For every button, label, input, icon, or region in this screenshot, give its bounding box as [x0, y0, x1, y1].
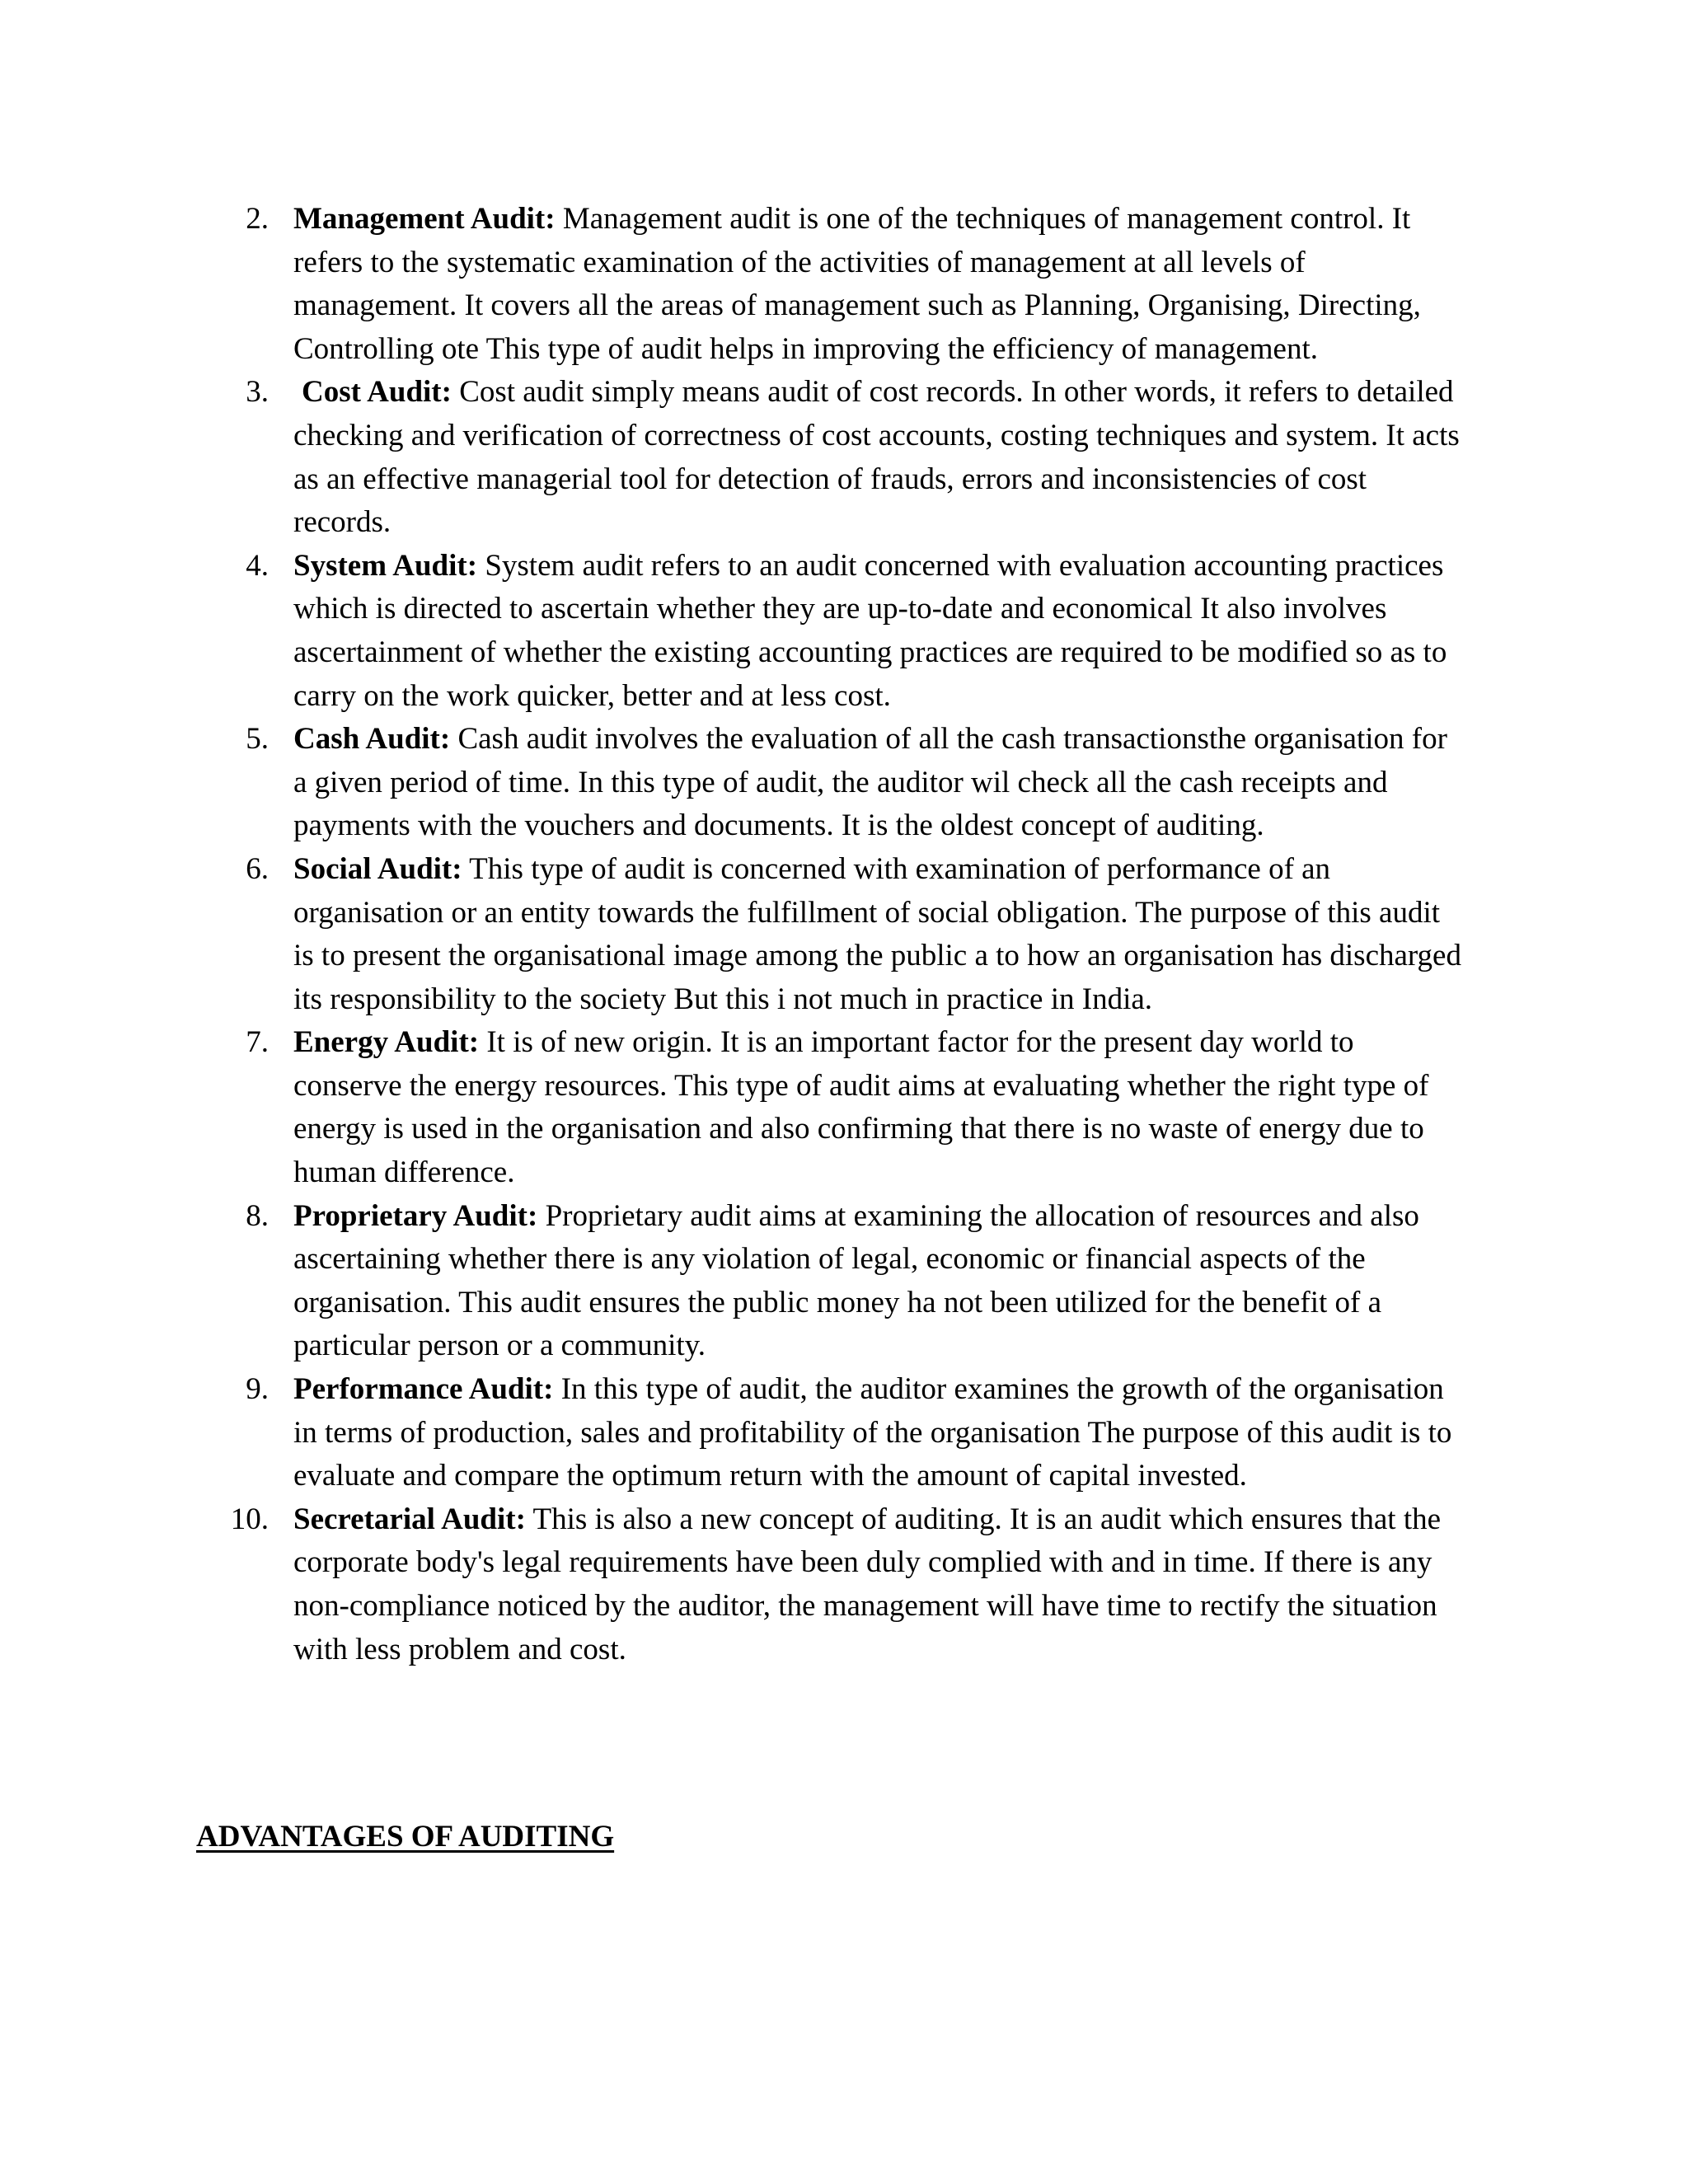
list-item-text: Cash audit involves the evaluation of all the cash transactionsthe organisation for a given period of time. In this type of audit, the auditor wil check all the cash receipts and payments with the vouchers and documents. It is the oldest concept of auditing. [293, 722, 1447, 843]
list-item-term: Cost Audit: [302, 375, 452, 410]
list-item-body [293, 371, 1464, 544]
list-item-body [293, 1021, 1464, 1194]
section-heading: ADVANTAGES OF AUDITING [196, 1820, 615, 1854]
list-item-term: Management Audit: [293, 202, 556, 236]
list-item-text: System audit refers to an audit concerned with evaluation accounting practices which is directed to ascertain whether they are up-to-date and economical It also involves ascertainment of whether the existing accounting practices are required to be modified so as to carry on the work quicker, better and at less cost. [293, 548, 1447, 713]
list-item-text: In this type of audit, the auditor examines the growth of the organisation in terms of production, sales and profitability of the organisation The purpose of this audit is to evaluate and compare the optimum return with the amount of capital invested. [293, 1372, 1452, 1493]
list-item-cash-audit [0, 718, 1688, 848]
list-item-management-audit [0, 198, 1688, 371]
list-item-number: 7. [246, 1025, 269, 1060]
list-item-number: 8. [246, 1198, 269, 1233]
list-item-social-audit [0, 848, 1688, 1021]
list-item-number: 2. [246, 202, 269, 236]
list-item-term: Social Audit: [293, 851, 462, 886]
list-item-text: Cost audit simply means audit of cost records. In other words, it refers to detailed checking and verification of correctness of cost accounts, costing techniques and system. It acts as an effective managerial tool for detection of frauds, errors and inconsistencies of cost records. [293, 375, 1460, 540]
list-item-term: Secretarial Audit: [293, 1502, 526, 1536]
list-item-body [293, 545, 1464, 718]
list-item-body [293, 198, 1464, 371]
list-item-text: Management audit is one of the techniques of management control. It refers to the systematic examination of the activities of management at all levels of management. It covers all the areas of management such as Planning, Organising, Directing, Controlling ote This type of audit helps in improving the efficiency of management. [293, 202, 1421, 366]
list-item-number: 6. [246, 851, 269, 886]
list-item-number: 3. [246, 375, 269, 410]
list-item-proprietary-audit [0, 1195, 1688, 1368]
list-item-number: 5. [246, 722, 269, 757]
list-item-body [293, 1498, 1464, 1671]
list-item-secretarial-audit [0, 1498, 1688, 1671]
list-item-term: System Audit: [293, 548, 478, 583]
list-item-cost-audit [0, 371, 1688, 544]
list-item-body [293, 1195, 1464, 1368]
audit-types-list [0, 198, 1688, 1671]
list-item-energy-audit [0, 1021, 1688, 1194]
list-item-term: Energy Audit: [293, 1025, 480, 1060]
list-item-term: Cash Audit: [293, 722, 451, 757]
list-item-term: Proprietary Audit: [293, 1198, 538, 1233]
list-item-number: 10. [230, 1502, 269, 1536]
list-item-term: Performance Audit: [293, 1372, 554, 1407]
list-item-system-audit [0, 545, 1688, 718]
list-item-text: Proprietary audit aims at examining the allocation of resources and also ascertaining whether there is any violation of legal, economic or financial aspects of the organisation. This audit ensures the public money ha not been utilized for the benefit of a particular person or a community. [293, 1198, 1419, 1363]
list-item-body [293, 848, 1464, 1021]
list-item-number: 9. [246, 1372, 269, 1407]
list-item-text: This type of audit is concerned with examination of performance of an organisation or an entity towards the fulfillment of social obligation. The purpose of this audit is to present the organisational image among the public a to how an organisation has discharged its responsibility to the society But this i not much in practice in India. [293, 851, 1461, 1016]
list-item-number: 4. [246, 548, 269, 583]
list-item-text: This is also a new concept of auditing. It is an audit which ensures that the corporate body's legal requirements have been duly complied with and in time. If there is any non-compliance noticed by the auditor, the management will have time to rectify the situation with less problem and cost. [293, 1502, 1442, 1666]
list-item-performance-audit [0, 1368, 1688, 1498]
list-item-body [293, 718, 1464, 848]
list-item-body [293, 1368, 1464, 1498]
list-item-text: It is of new origin. It is an important factor for the present day world to conserve the energy resources. This type of audit aims at evaluating whether the right type of energy is used in the organisation and also confirming that there is no waste of energy due to human difference. [293, 1025, 1429, 1190]
